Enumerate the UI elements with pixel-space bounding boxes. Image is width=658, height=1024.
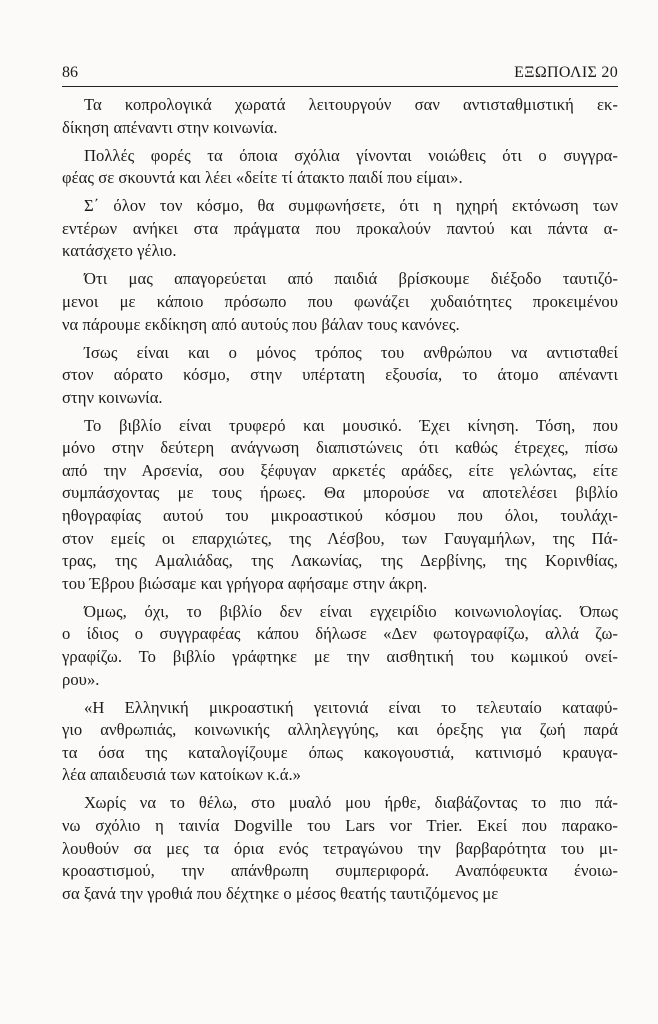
paragraph xyxy=(62,195,618,263)
text-line: γραφίζω. Το βιβλίο γράφτηκε με την αισθητική του κωμικού ονεί- xyxy=(62,647,618,666)
text-line: λέα απαιδευσιά των κατοίκων κ.ά.» xyxy=(62,765,302,785)
text-line: ο ίδιος ο συγγραφέας κάπου δήλωσε «Δεν φωτογραφίζω, αλλά ζω- xyxy=(62,624,618,644)
paragraph xyxy=(62,268,618,336)
body-text xyxy=(62,94,618,905)
text-line: Χωρίς να το θέλω, στο μυαλό μου ήρθε, διαβάζοντας το πιο πά- xyxy=(84,793,618,813)
text-line: δίκηση απέναντι στην κοινωνία. xyxy=(62,117,278,137)
paragraph xyxy=(62,415,618,596)
text-line: του Έβρου βιώσαμε και γρήγορα αφήσαμε στην άκρη. xyxy=(62,573,428,593)
text-line: στην κοινωνία. xyxy=(62,387,163,407)
paragraph xyxy=(62,697,618,787)
text-line: ηθογραφίας αυτού του μικροαστικού κόσμου που όλοι, τουλάχι- xyxy=(62,506,618,526)
text-line: Σ΄ όλον τον κόσμο, θα συμφωνήσετε, ότι η ηχηρή εκτόνωση των xyxy=(84,196,618,216)
text-line: Όμως, όχι, το βιβλίο δεν είναι εγχειρίδιο κοινωνιολογίας. Όπως xyxy=(84,601,618,621)
text-line: «Η Ελληνική μικροαστική γειτονιά είναι το τελευταίο καταφύ- xyxy=(84,697,618,717)
text-line: συμπάσχοντας με τους ήρωες. Θα μπορούσε να αποτελέσει βιβλίο xyxy=(62,483,618,503)
text-line: Πολλές φορές τα όποια σχόλια γίνονται νοιώθεις ότι ο συγγρα- xyxy=(84,145,618,165)
text-line: τα όσα της καταλογίζουμε όπως κακογουστιά, κατινισμό κραυγα- xyxy=(62,742,618,762)
paragraph xyxy=(62,601,618,691)
text-line: σα ξανά την γροθιά που δέχτηκε ο μέσος θεατής ταυτιζόμενος με xyxy=(62,883,499,903)
running-head: ΕΞΩΠΟΛΙΣ 20 xyxy=(514,64,618,81)
text-line: νω σχόλιο η ταινία Dogville του Lars vor Trier. Εκεί που παρακο- xyxy=(62,815,618,835)
text-line: Το βιβλίο είναι τρυφερό και μουσικό. Έχει κίνηση. Τόση, που xyxy=(84,415,618,435)
text-line: κροαστισμού, την απάνθρωπη συμπεριφορά. Αναπόφευκτα ένοιω- xyxy=(62,861,618,881)
text-line: λουθούν σα μες τα όρια ενός τετραγώνου την βαρβαρότητα του μι- xyxy=(62,838,618,858)
text-line: μενοι με κάποιο πρόσωπο που φωνάζει χυδαιότητες προκειμένου xyxy=(62,291,618,311)
text-line: Τα κοπρολογικά χωρατά λειτουργούν σαν αντισταθμιστική εκ- xyxy=(84,95,618,114)
text-line: Ότι μας απαγορεύεται από παιδιά βρίσκουμε διέξοδο ταυτιζό- xyxy=(84,269,618,289)
text-line: Ίσως είναι και ο μόνος τρόπος του ανθρώπου να αντισταθεί xyxy=(84,342,618,362)
page-header xyxy=(62,62,618,87)
text-line: φέας σε σκουντά και λέει «δείτε τί άτακτο παιδί που είμαι». xyxy=(62,168,463,188)
paragraph xyxy=(62,145,618,190)
paragraph xyxy=(62,792,618,905)
paragraph xyxy=(62,94,618,139)
text-line: τρας, της Αμαλιάδας, της Λακωνίας, της Δερβίνης, της Κορινθίας, xyxy=(62,551,618,571)
text-line: γιο ανθρωπιάς, κοινωνικής αλληλεγγύης, και όρεξης για ζωή παρά xyxy=(62,720,618,740)
page-number: 86 xyxy=(62,64,78,81)
text-line: εντέρων ανήκει στα πράγματα που προκαλούν παντού και πάντα α- xyxy=(62,218,618,238)
text-line: ρου». xyxy=(62,669,100,689)
text-line: στον εμείς οι επαρχιώτες, της Λέσβου, των Γαυγαμήλων, της Πά- xyxy=(62,528,618,548)
text-line: από την Αρσενία, σου ξέφυγαν αρκετές αράδες, είτε γελώντας, είτε xyxy=(62,460,618,480)
text-line: στον αόρατο κόσμο, στην υπέρτατη εξουσία, το άτομο απέναντι xyxy=(62,365,618,385)
text-line: κατάσχετο γέλιο. xyxy=(62,241,177,261)
paragraph xyxy=(62,342,618,410)
text-line: μόνο στην δεύτερη ανάγνωση διαπιστώνεις ότι καθώς έτρεχες, πίσω xyxy=(62,438,618,458)
text-line: να πάρουμε εκδίκηση από αυτούς που βάλαν τους κανόνες. xyxy=(62,314,460,334)
